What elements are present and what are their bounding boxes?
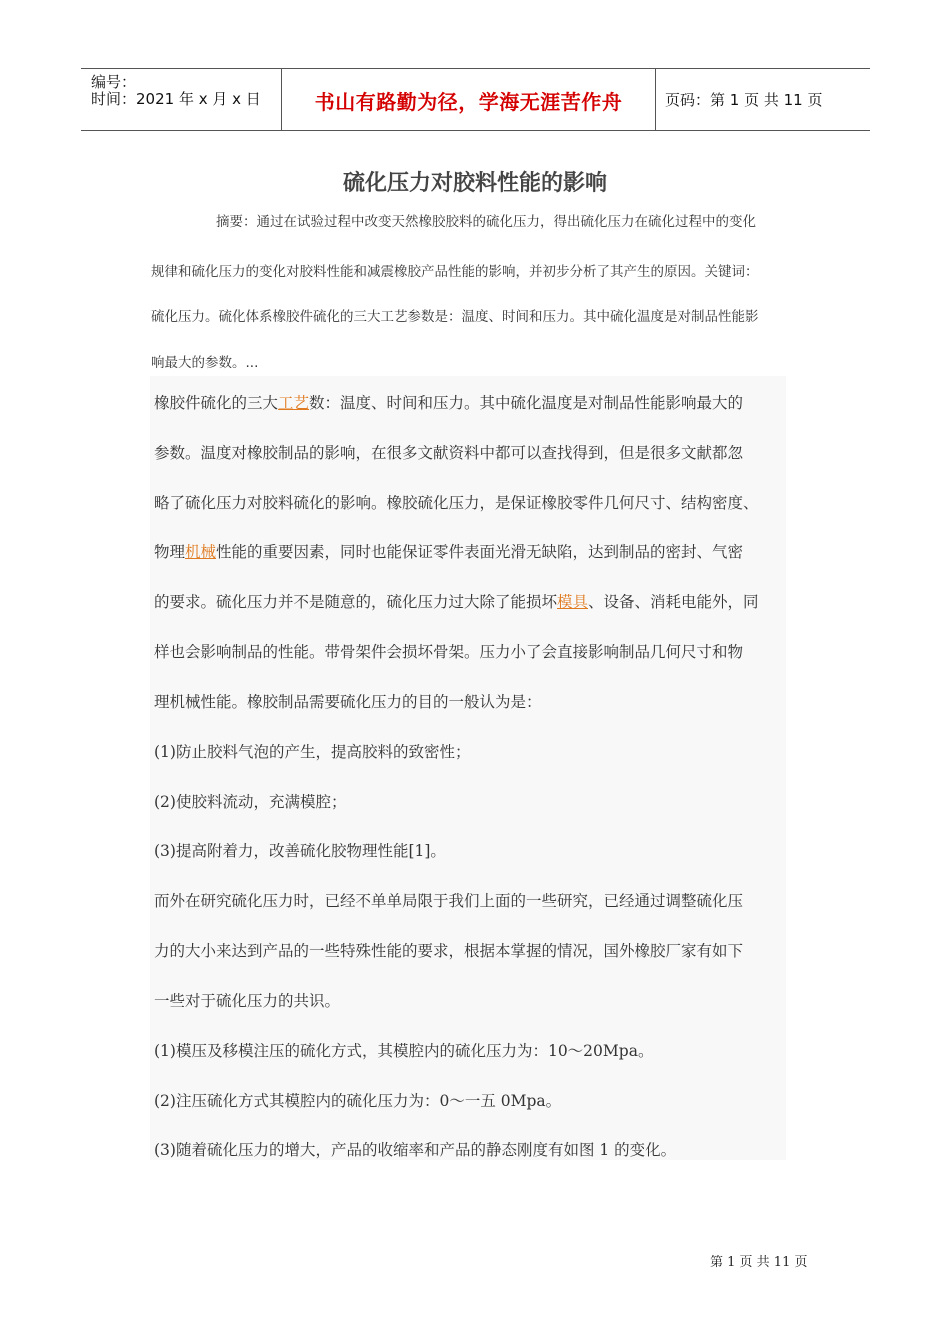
link-mold[interactable]: 模具 (557, 593, 589, 611)
page-code-label: 页码：第 1 页 共 11 页 (665, 91, 823, 109)
body-line: 略了硫化压力对胶料硫化的影响。橡胶硫化压力，是保证橡胶零件几何尺寸、结构密度、 (154, 494, 759, 512)
body-line: 参数。温度对橡胶制品的影响，在很多文献资料中都可以查找得到，但是很多文献都忽 (154, 444, 744, 462)
body-line (154, 391, 743, 413)
header-page-cell (655, 69, 870, 130)
body-line (154, 590, 759, 612)
link-craft[interactable]: 工艺 (278, 394, 310, 412)
list-item: (1)模压及移模注压的硫化方式，其模腔内的硫化压力为：10～20Mpa。 (154, 1042, 654, 1060)
body-text: 的要求。硫化压力并不是随意的，硫化压力过大除了能损坏 (154, 593, 558, 611)
motto-text: 书山有路勤为径，学海无涯苦作舟 (314, 90, 623, 114)
link-machinery[interactable]: 机械 (185, 543, 217, 561)
footer-page-number: 第 1 页 共 11 页 (710, 1255, 808, 1270)
body-line: 而外在研究硫化压力时，已经不单单局限于我们上面的一些研究，已经通过调整硫化压 (154, 892, 744, 910)
abstract-line: 响最大的参数。... (151, 355, 259, 371)
body-line: 一些对于硫化压力的共识。 (154, 992, 341, 1010)
body-text: 橡胶件硫化的三大 (154, 394, 279, 412)
body-text: 性能的重要因素，同时也能保证零件表面光滑无缺陷，达到制品的密封、气密 (216, 543, 744, 561)
header-table (81, 68, 870, 131)
list-item: (2)使胶料流动，充满模腔； (154, 793, 347, 811)
body-line: 力的大小来达到产品的一些特殊性能的要求，根据本掌握的情况，国外橡胶厂家有如下 (154, 942, 744, 960)
body-line: 理机械性能。橡胶制品需要硫化压力的目的一般认为是： (154, 693, 542, 711)
body-text: 物理 (154, 543, 186, 561)
header-meta-cell (81, 69, 281, 130)
body-line (154, 540, 743, 562)
body-text: 、设备、消耗电能外，同 (588, 593, 759, 611)
document-title: 硫化压力对胶料性能的影响 (342, 171, 607, 196)
document-number-label: 编号： (91, 73, 137, 91)
abstract-line: 摘要：通过在试验过程中改变天然橡胶胶料的硫化压力，得出硫化压力在硫化过程中的变化 (216, 214, 756, 230)
document-date-label: 时间：2021 年 x 月 x 日 (91, 90, 261, 108)
body-text: 数：温度、时间和压力。其中硫化温度是对制品性能影响最大的 (309, 394, 744, 412)
list-item: (2)注压硫化方式其模腔内的硫化压力为：0～一五 0Mpa。 (154, 1092, 562, 1110)
abstract-line: 规律和硫化压力的变化对胶料性能和减震橡胶产品性能的影响，并初步分析了其产生的原因。关键词： (151, 264, 759, 280)
list-item: (3)提高附着力，改善硫化胶物理性能[1]。 (154, 842, 446, 860)
list-item: (1)防止胶料气泡的产生，提高胶料的致密性； (154, 743, 471, 761)
body-line: 样也会影响制品的性能。带骨架件会损坏骨架。压力小了会直接影响制品几何尺寸和物 (154, 643, 744, 661)
abstract-line: 硫化压力。硫化体系橡胶件硫化的三大工艺参数是：温度、时间和压力。其中硫化温度是对制品性能影 (151, 309, 759, 325)
header-motto-cell (281, 69, 656, 130)
list-item: (3)随着硫化压力的增大，产品的收缩率和产品的静态刚度有如图 1 的变化。 (154, 1141, 677, 1159)
